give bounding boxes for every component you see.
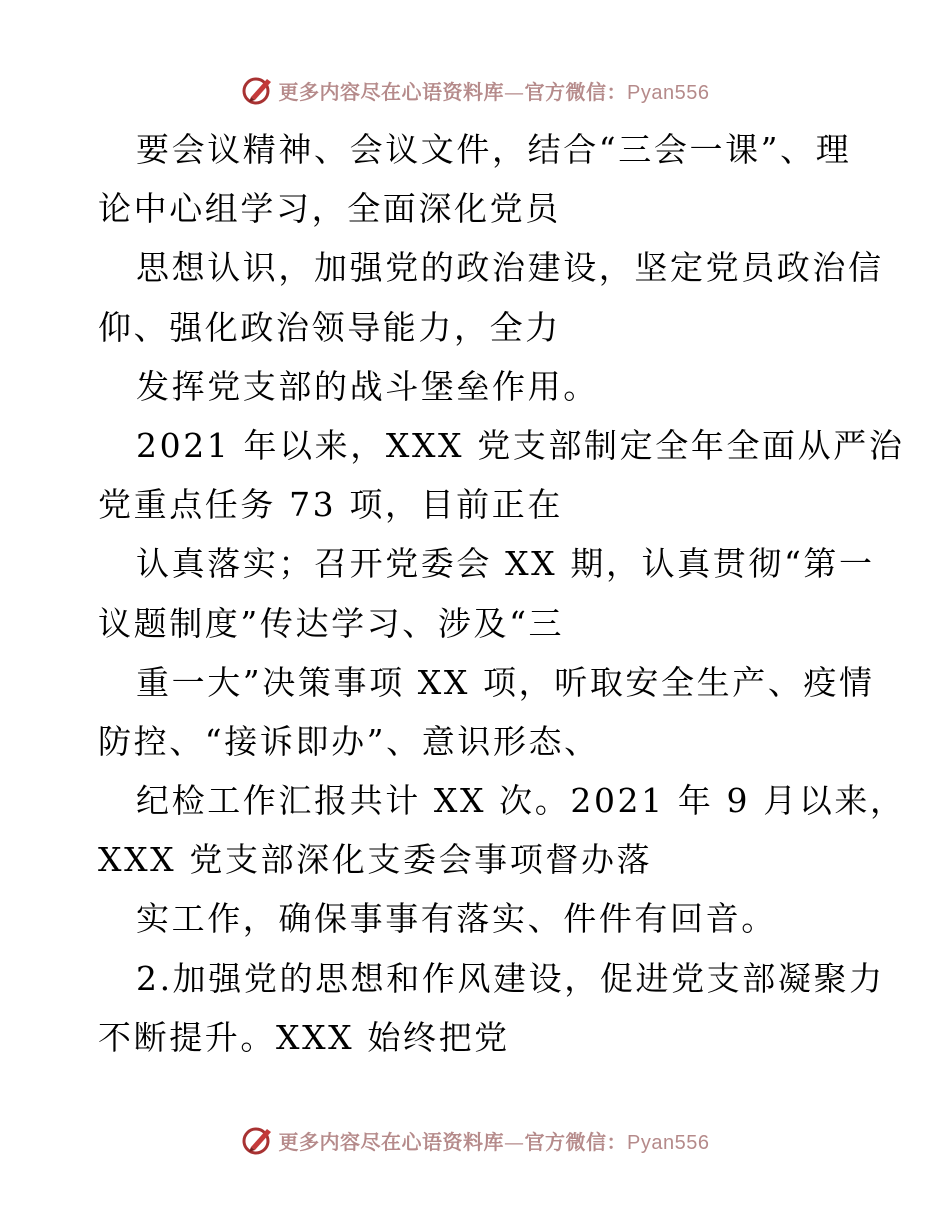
text-line: 重一大”决策事项 XX 项，听取安全生产、疫情	[136, 662, 875, 702]
text-line: 发挥党支部的战斗堡垒作用。	[136, 366, 599, 406]
text-line: 不断提升。XXX 始终把党	[98, 1017, 510, 1057]
text-line: 论中心组学习，全面深化党员	[98, 189, 561, 229]
footer-watermark-banner	[0, 1120, 950, 1160]
text-line: 2.加强党的思想和作风建设，促进党支部凝聚力	[136, 958, 885, 998]
text-line: 要会议精神、会议文件，结合“三会一课”、理	[136, 130, 852, 169]
text-line: 党重点任务 73 项，目前正在	[98, 485, 563, 525]
pen-logo-icon	[241, 1123, 275, 1157]
text-line: 2021 年以来，XXX 党支部制定全年全面从严治	[136, 425, 905, 465]
header-watermark-banner	[0, 70, 950, 110]
text-line: 认真落实；召开党委会 XX 期，认真贯彻“第一	[136, 544, 875, 584]
text-line: 思想认识，加强党的政治建设，坚定党员政治信	[136, 248, 884, 288]
banner-site-text: 更多内容尽在心语资料库	[278, 79, 505, 104]
banner-site-text: 更多内容尽在心语资料库	[278, 1129, 505, 1154]
pen-logo-icon	[241, 73, 275, 107]
text-line: 仰、强化政治领导能力，全力	[98, 307, 561, 347]
banner-separator: —	[504, 79, 525, 104]
text-line: 纪检工作汇报共计 XX 次。2021 年 9 月以来，	[136, 781, 906, 821]
banner-wechat-id: Pyan556	[627, 81, 710, 104]
banner-wechat-id: Pyan556	[627, 1131, 710, 1154]
banner-wechat-label: 官方微信：	[524, 1129, 628, 1154]
document-body	[98, 120, 906, 1067]
banner-wechat-label: 官方微信：	[524, 79, 628, 104]
banner-separator: —	[504, 1129, 525, 1154]
text-line: 防控、“接诉即办”、意识形态、	[98, 721, 600, 761]
text-line: 议题制度”传达学习、涉及“三	[98, 603, 565, 643]
text-line: XXX 党支部深化支委会事项督办落	[98, 840, 653, 880]
text-line: 实工作，确保事事有落实、件件有回音。	[136, 899, 777, 939]
